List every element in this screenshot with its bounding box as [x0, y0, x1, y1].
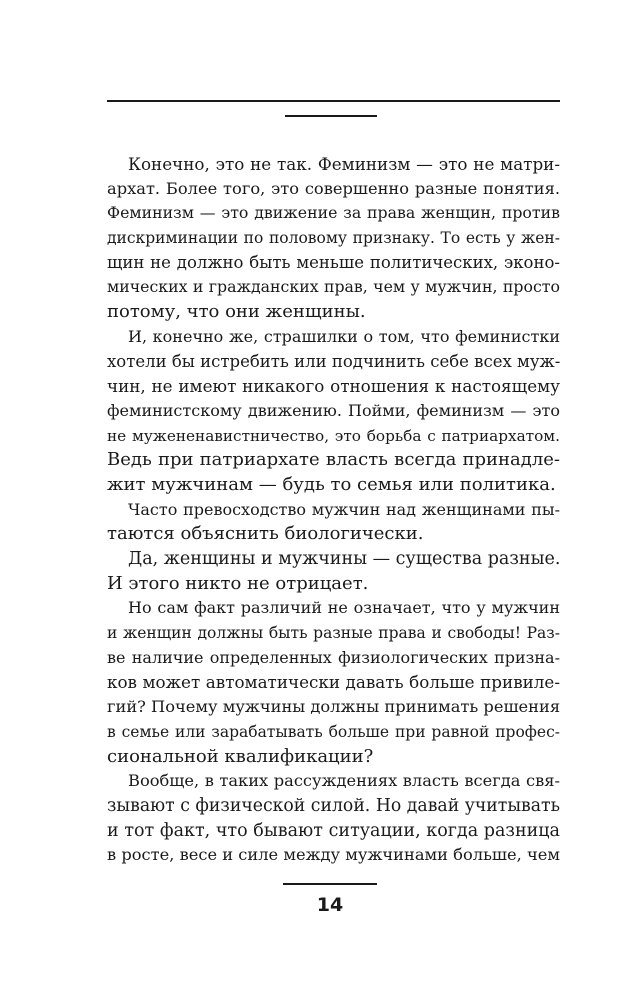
text-line: И этого никто не отрицает.: [107, 572, 369, 594]
footer-rule: [283, 883, 377, 885]
text-line: жит мужчинам — будь то семья или политика.: [107, 473, 556, 495]
text-line: не мужененавистничество, это борьба с патриархатом.: [107, 426, 560, 445]
text-line: ве наличие определенных физиологических призна-: [107, 647, 560, 667]
text-line: мических и гражданских прав, чем у мужчин, просто: [107, 277, 560, 297]
text-line: Феминизм — это движение за права женщин, против: [107, 203, 560, 223]
text-line: таются объяснить биологически.: [107, 523, 424, 545]
text-line: потому, что они женщины.: [107, 301, 366, 323]
body-text: [107, 152, 560, 868]
text-line: Но сам факт различий не означает, что у мужчин: [128, 598, 560, 618]
header-rule-short: [285, 115, 377, 117]
text-line: Конечно, это не так. Феминизм — это не матри-: [128, 154, 560, 174]
text-line: хотели бы истребить или подчинить себе всех муж-: [107, 351, 560, 371]
text-line: Часто превосходство мужчин над женщинами пы-: [128, 499, 560, 519]
text-line: гий? Почему мужчины должны принимать решения: [107, 697, 560, 717]
text-line: ков может автоматически давать больше привиле-: [107, 672, 560, 693]
text-line: Вообще, в таких рассуждениях власть всегда свя-: [128, 771, 560, 791]
text-line: И, конечно же, страшилки о том, что феминистки: [128, 326, 560, 346]
header-rule-long: [107, 100, 560, 102]
text-line: дискриминации по половому признаку. То есть у жен-: [107, 229, 560, 248]
text-line: щин не должно быть меньше политических, эконо-: [107, 252, 560, 272]
text-line: и женщин должны быть разные права и свободы! Раз-: [107, 624, 560, 643]
page-number: 14: [316, 894, 344, 916]
text-line: Ведь при патриархате власть всегда принадле-: [107, 449, 560, 471]
text-line: в росте, весе и силе между мужчинами больше, чем: [107, 845, 560, 865]
text-line: и тот факт, что бывают ситуации, когда разница: [107, 820, 560, 841]
text-line: сиональной квалификации?: [107, 745, 374, 767]
text-line: феминистскому движению. Пойми, феминизм — это: [107, 400, 560, 420]
text-line: чин, не имеют никакого отношения к настоящему: [107, 376, 560, 397]
text-line: зывают с физической силой. Но давай учитывать: [107, 795, 560, 816]
text-line: архат. Более того, это совершенно разные понятия.: [107, 178, 560, 198]
text-line: Да, женщины и мужчины — существа разные.: [128, 549, 560, 569]
text-line: в семье или зарабатывать больше при равной профес-: [107, 722, 560, 741]
